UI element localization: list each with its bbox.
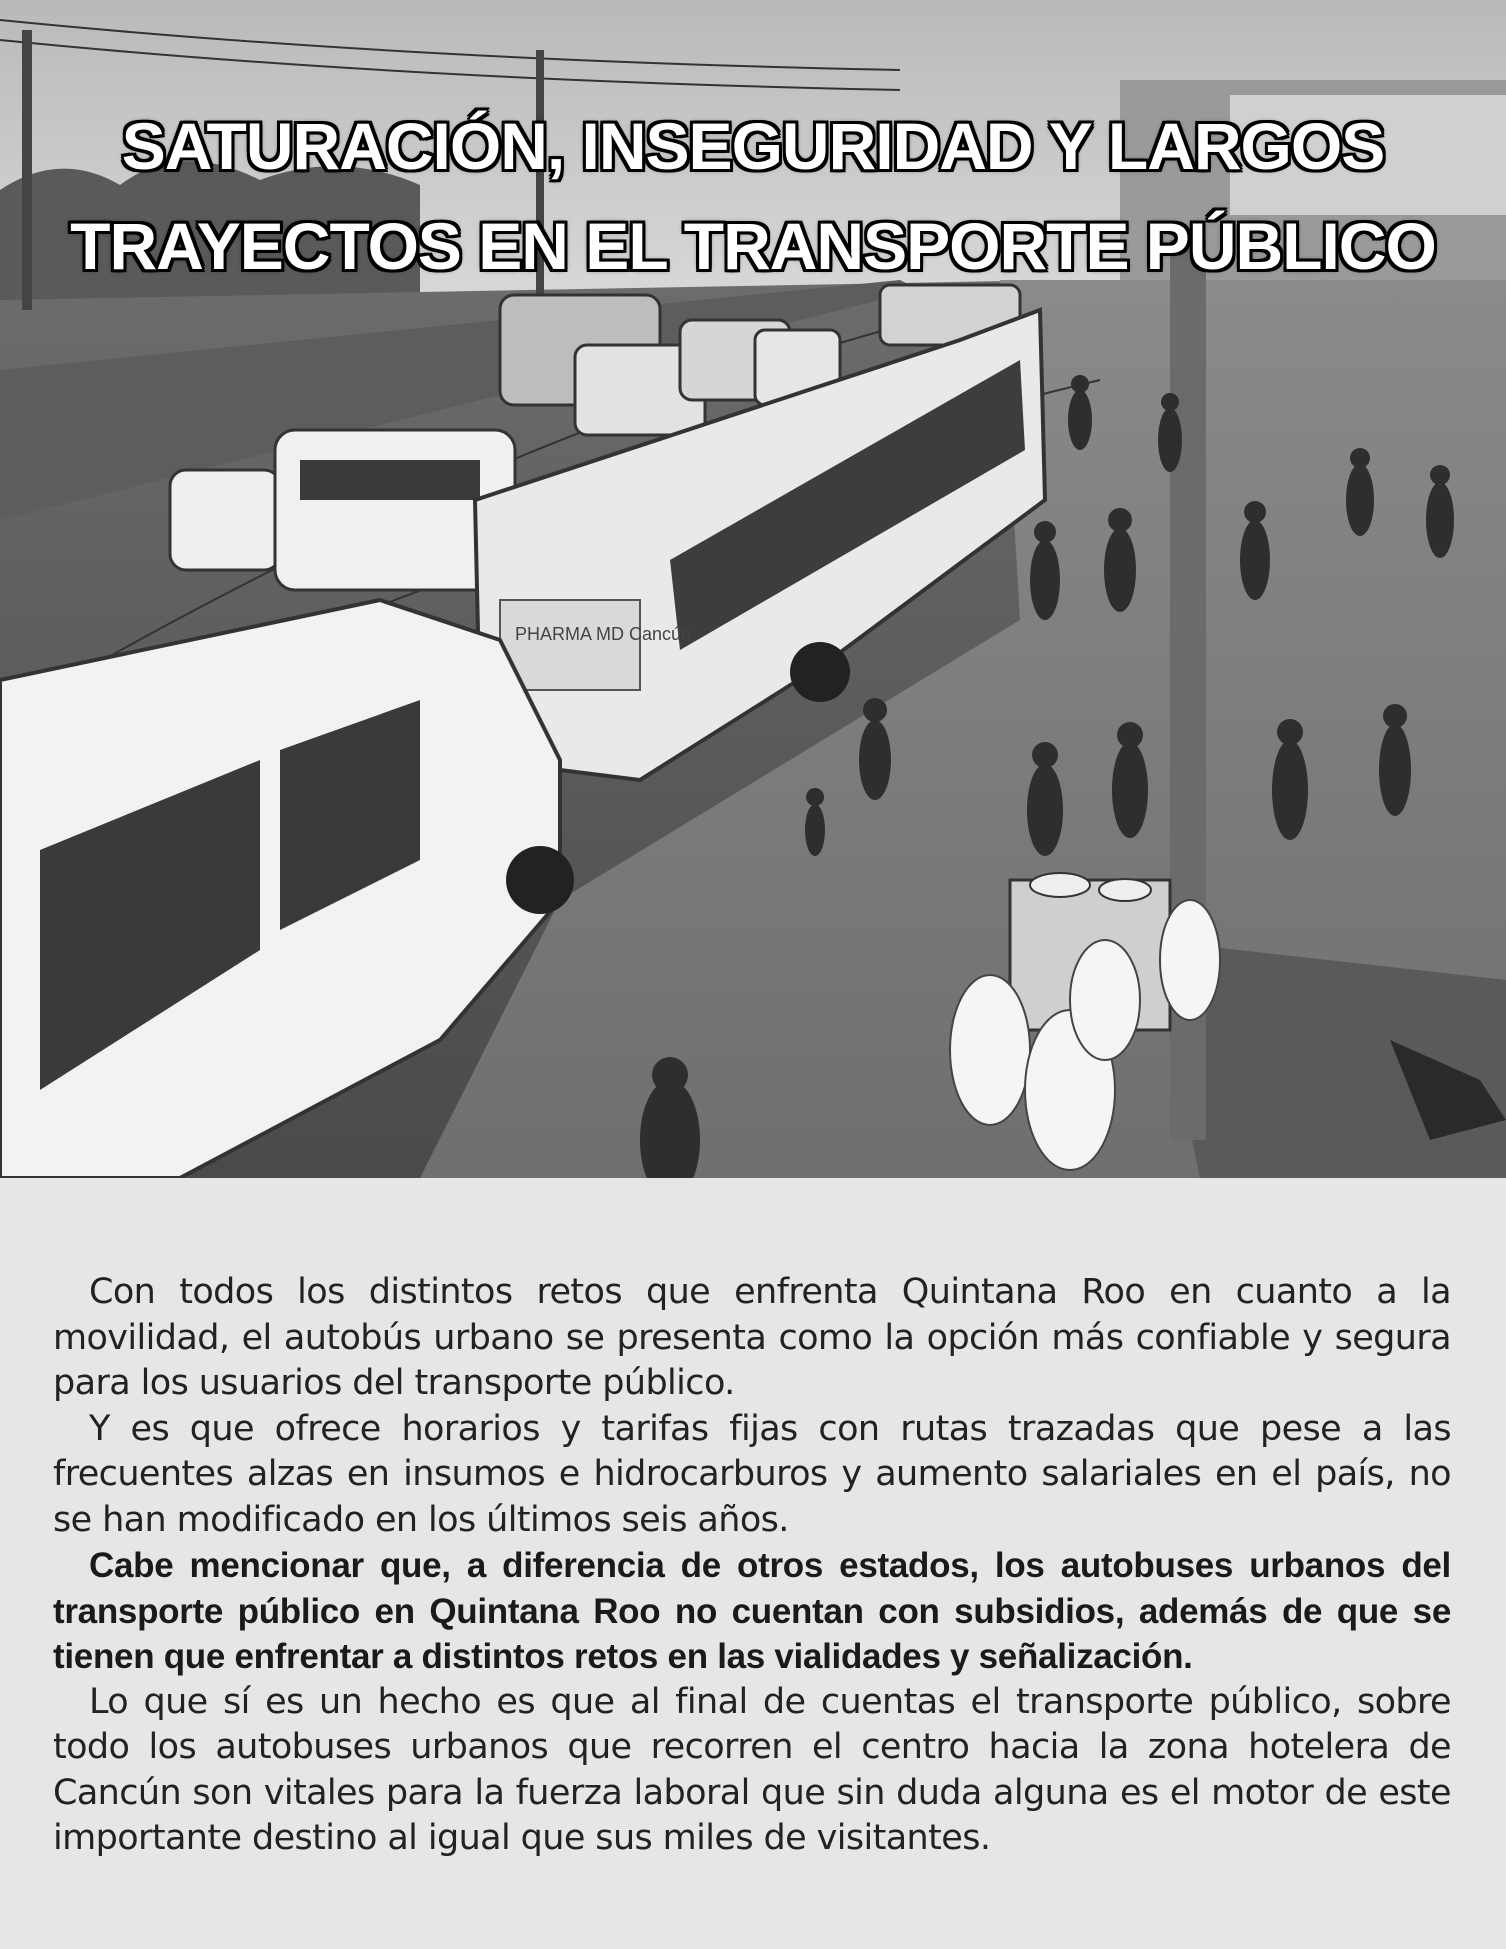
article-paragraph: Lo que sí es un hecho es que al final de cuentas el transporte público, sobre todo los autobuses urbanos que recorren el centro hacia la zona hotelera de Cancún son vitales para la fuerza laboral que sin duda alguna es el motor de este importante destino al igual que sus miles de visitantes. [53,1681,1451,1858]
article-paragraph-bold: Cabe mencionar que, a diferencia de otros estados, los autobuses urbanos del transporte público en Quintana Roo no cuentan con subsidios, además de que se tienen que enfrentar a distintos retos en las vialidades y señalización. [53,1546,1451,1676]
article-paragraph: Y es que ofrece horarios y tarifas fijas con rutas trazadas que pese a las frecuentes alzas en insumos e hidrocarburos y aumento salariales en el país, no se han modificado en los últimos seis años. [53,1408,1451,1540]
headline-line-1: SATURACIÓN, INSEGURIDAD Y LARGOS [121,109,1385,183]
article-body [53,1270,1451,1862]
bus-label: PHARMA MD Cancún [515,624,692,644]
taxi [170,470,280,570]
headline-line-2: TRAYECTOS EN EL TRANSPORTE PÚBLICO [70,209,1436,283]
article-paragraph: Con todos los distintos retos que enfrenta Quintana Roo en cuanto a la movilidad, el autobús urbano se presenta como la opción más confiable y segura para los usuarios del transporte público. [53,1272,1451,1403]
